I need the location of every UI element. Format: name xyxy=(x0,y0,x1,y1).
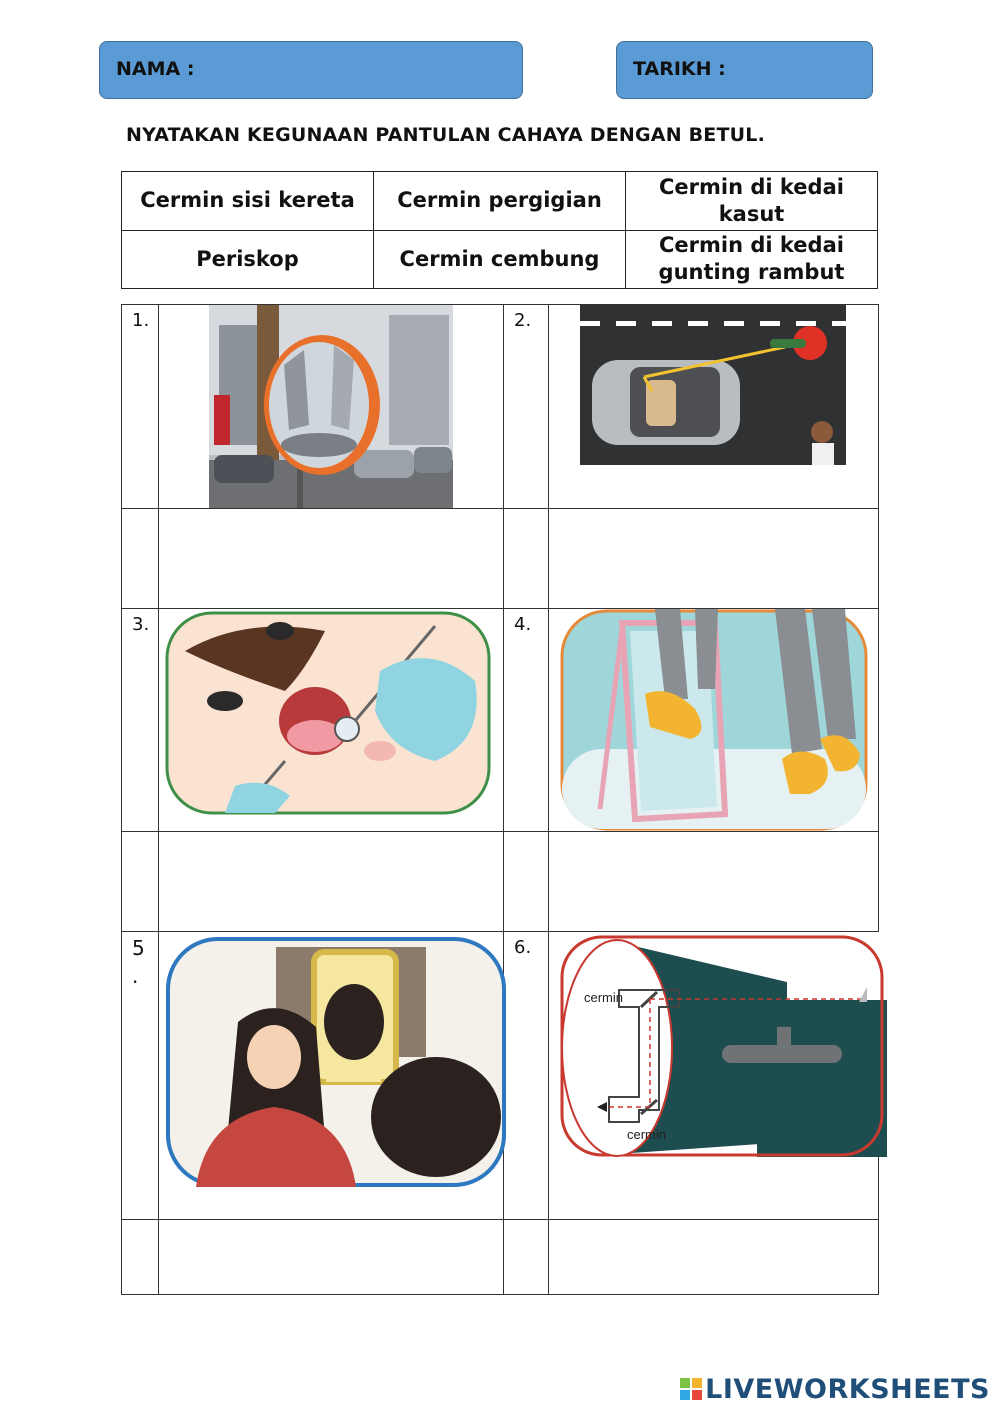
option-cermin-pergigian: Cermin pergigian xyxy=(374,172,626,231)
barber-mirror-image xyxy=(166,937,506,1187)
option-periskop: Periskop xyxy=(122,230,374,289)
name-field[interactable] xyxy=(99,41,523,99)
answer-box-6[interactable] xyxy=(549,1220,879,1295)
answer-box-4[interactable] xyxy=(549,832,879,932)
options-table xyxy=(121,171,878,289)
item-number-6: 6. xyxy=(514,937,532,958)
date-field[interactable] xyxy=(616,41,873,99)
item-number-4: 4. xyxy=(514,614,532,635)
question-grid xyxy=(121,304,879,1295)
convex-mirror-street-image xyxy=(209,305,453,508)
item-number-1: 1. xyxy=(132,310,150,331)
date-label: TARIKH : xyxy=(633,58,726,80)
item-number-5: 5 . xyxy=(132,936,145,988)
periscope-label-bottom: cermin xyxy=(627,1127,667,1142)
name-label: NAMA : xyxy=(116,58,195,80)
shoe-shop-mirror-image xyxy=(560,609,868,831)
car-side-mirror-image xyxy=(580,305,846,465)
periscope-label-top: cermin xyxy=(584,990,624,1005)
liveworksheets-brand xyxy=(680,1374,990,1405)
brand-text: LIVEWORKSHEETS xyxy=(705,1374,990,1405)
option-cermin-kedai-gunting: Cermin di kedai gunting rambut xyxy=(626,230,878,289)
answer-box-3[interactable] xyxy=(159,832,504,932)
answer-box-2[interactable] xyxy=(549,509,879,609)
option-cermin-sisi-kereta: Cermin sisi kereta xyxy=(122,172,374,231)
answer-box-1[interactable] xyxy=(159,509,504,609)
item-number-2: 2. xyxy=(514,310,532,331)
periscope-image xyxy=(557,932,887,1157)
liveworksheets-logo-icon xyxy=(680,1378,702,1400)
dental-mirror-image xyxy=(165,611,491,815)
option-cermin-cembung: Cermin cembung xyxy=(374,230,626,289)
option-cermin-kedai-kasut: Cermin di kedai kasut xyxy=(626,172,878,231)
answer-box-5[interactable] xyxy=(159,1220,504,1295)
instruction-text: NYATAKAN KEGUNAAN PANTULAN CAHAYA DENGAN BETUL. xyxy=(126,124,765,146)
item-number-3: 3. xyxy=(132,614,150,635)
